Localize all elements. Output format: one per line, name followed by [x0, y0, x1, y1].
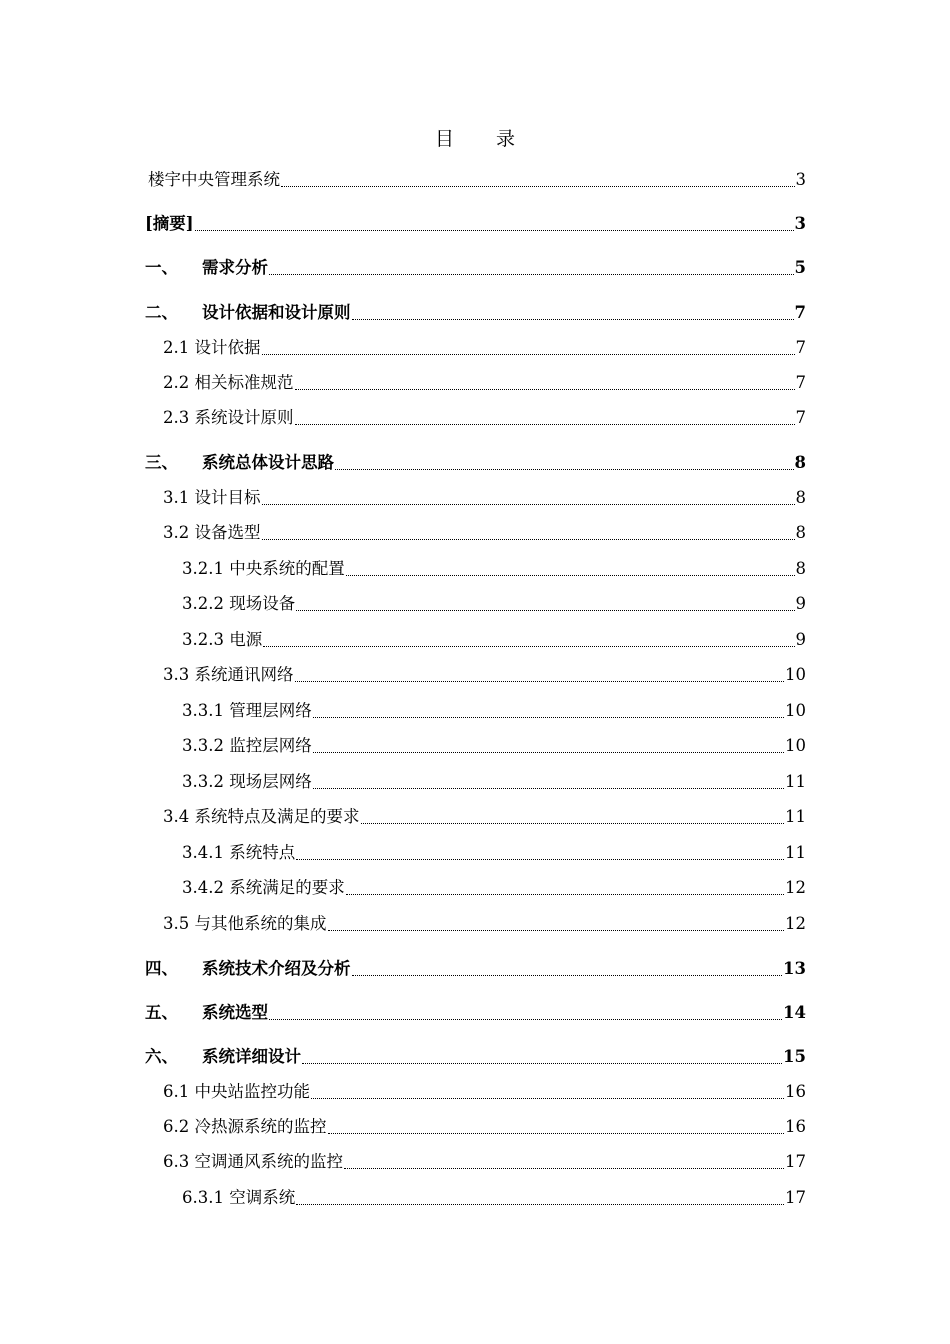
toc-entry-page: 9	[795, 594, 806, 613]
dot-leader	[335, 451, 794, 475]
toc-entry-label: 3.4.1 系统特点	[182, 843, 296, 862]
dot-leader	[352, 957, 783, 981]
toc-entry-chapter-5[interactable]	[145, 1001, 806, 1025]
toc-entry-chapter-3[interactable]	[145, 451, 806, 475]
toc-entry-label: 2.2 相关标准规范	[163, 373, 294, 392]
toc-entry-page: 17	[785, 1188, 806, 1207]
toc-entry-3-2[interactable]	[163, 521, 806, 545]
dot-leader	[263, 628, 794, 652]
toc-entry-6-1[interactable]	[163, 1080, 806, 1104]
toc-entry-chapter-4[interactable]	[145, 957, 806, 981]
toc-entry-label: 3.3.1 管理层网络	[182, 701, 312, 720]
toc-entry-page: 7	[795, 408, 806, 427]
toc-entry-page: 11	[785, 772, 806, 791]
toc-entry-page: 8	[794, 453, 806, 472]
dot-leader	[313, 699, 784, 723]
toc-entry-2-1[interactable]	[163, 336, 806, 360]
dot-leader	[269, 256, 794, 280]
toc-entry-2-2[interactable]	[163, 371, 806, 395]
toc-entry-label: 系统总体设计思路	[202, 453, 334, 472]
toc-entry-6-2[interactable]	[163, 1115, 806, 1139]
toc-entry-3-2-3[interactable]	[182, 628, 806, 652]
toc-entry-chapter-1[interactable]	[145, 256, 806, 280]
toc-entry-label: 3.3 系统通讯网络	[163, 665, 294, 684]
toc-entry-6-3[interactable]	[163, 1150, 806, 1174]
toc-entry-page: 14	[783, 1003, 806, 1022]
toc-entry-page: 12	[785, 914, 806, 933]
toc-entry-page: 11	[785, 807, 806, 826]
toc-title: 目 录	[434, 128, 534, 150]
dot-leader	[313, 770, 784, 794]
toc-entry-label: 6.3.1 空调系统	[182, 1188, 296, 1207]
dot-leader	[328, 912, 785, 936]
dot-leader	[281, 168, 795, 192]
toc-entry-page: 13	[783, 959, 806, 978]
toc-entry-number: 五、	[145, 1003, 178, 1022]
toc-entry-page: 10	[785, 701, 806, 720]
toc-entry-label: 3.2 设备选型	[163, 523, 261, 542]
toc-entry-3-5[interactable]	[163, 912, 806, 936]
toc-entry-3-4-2[interactable]	[182, 876, 806, 900]
dot-leader	[313, 734, 784, 758]
dot-leader	[311, 1080, 784, 1104]
toc-entry-label: 需求分析	[202, 258, 268, 277]
dot-leader	[295, 663, 785, 687]
toc-entry-page: 11	[785, 843, 806, 862]
toc-entry-page: 9	[795, 630, 806, 649]
toc-entry-page: 5	[794, 258, 806, 277]
toc-entry-label: 3.4.2 系统满足的要求	[182, 878, 345, 897]
toc-entry-label: 楼宇中央管理系统	[148, 170, 280, 189]
toc-entry-label: 系统技术介绍及分析	[202, 959, 351, 978]
dot-leader	[295, 406, 795, 430]
toc-entry-number: 四、	[145, 959, 178, 978]
toc-entry-3-3[interactable]	[163, 663, 806, 687]
toc-entry-3-3-2-monitor[interactable]	[182, 734, 806, 758]
toc-entry-3-4[interactable]	[163, 805, 806, 829]
toc-entry-number: 三、	[145, 453, 178, 472]
dot-leader	[346, 876, 784, 900]
toc-entry-page: 8	[795, 523, 806, 542]
dot-leader	[296, 841, 784, 865]
toc-entry-label: 设计依据和设计原则	[202, 303, 351, 322]
toc-entry-6-3-1[interactable]	[182, 1186, 806, 1210]
toc-entry-page: 10	[785, 665, 806, 684]
toc-entry-page: 3	[794, 214, 806, 233]
dot-leader	[262, 336, 795, 360]
toc-entry-label: 6.2 冷热源系统的监控	[163, 1117, 327, 1136]
toc-entry-label: 3.3.2 监控层网络	[182, 736, 312, 755]
toc-entry-3-2-2[interactable]	[182, 592, 806, 616]
dot-leader	[296, 1186, 784, 1210]
dot-leader	[302, 1045, 782, 1069]
toc-entry-label: 2.3 系统设计原则	[163, 408, 294, 427]
toc-entry-page: 16	[785, 1082, 806, 1101]
toc-entry-page: 17	[785, 1152, 806, 1171]
toc-entry-label: 2.1 设计依据	[163, 338, 261, 357]
toc-entry-label: 3.2.2 现场设备	[182, 594, 296, 613]
toc-entry-label: 3.2.3 电源	[182, 630, 263, 649]
toc-entry-chapter-6[interactable]	[145, 1045, 806, 1069]
dot-leader	[344, 1150, 784, 1174]
toc-entry-abstract[interactable]	[145, 212, 806, 236]
toc-entry-label: 6.3 空调通风系统的监控	[163, 1152, 343, 1171]
toc-entry-label: 3.1 设计目标	[163, 488, 261, 507]
toc-entry-label: 3.3.2 现场层网络	[182, 772, 312, 791]
toc-entry-3-4-1[interactable]	[182, 841, 806, 865]
toc-entry-label: 3.4 系统特点及满足的要求	[163, 807, 360, 826]
toc-entry-label: 6.1 中央站监控功能	[163, 1082, 310, 1101]
toc-entry-label: 3.2.1 中央系统的配置	[182, 559, 345, 578]
toc-entry-3-3-1[interactable]	[182, 699, 806, 723]
dot-leader	[328, 1115, 785, 1139]
toc-entry-page: 7	[795, 373, 806, 392]
toc-entry-label: 系统选型	[202, 1003, 268, 1022]
toc-entry-number: 六、	[145, 1047, 178, 1066]
dot-leader	[361, 805, 785, 829]
dot-leader	[346, 557, 795, 581]
toc-entry-page: 7	[794, 303, 806, 322]
toc-entry-page: 10	[785, 736, 806, 755]
dot-leader	[262, 521, 795, 545]
dot-leader	[269, 1001, 782, 1025]
toc-entry-chapter-2[interactable]	[145, 301, 806, 325]
toc-entry-3-2-1[interactable]	[182, 557, 806, 581]
toc-entry-label: [摘要]	[145, 214, 194, 233]
dot-leader	[295, 371, 795, 395]
toc-entry-page: 15	[783, 1047, 806, 1066]
toc-entry-building-management[interactable]	[148, 168, 806, 192]
toc-entry-label: 3.5 与其他系统的集成	[163, 914, 327, 933]
toc-entry-page: 12	[785, 878, 806, 897]
toc-entry-page: 16	[785, 1117, 806, 1136]
dot-leader	[262, 486, 795, 510]
toc-entry-page: 8	[795, 559, 806, 578]
toc-entry-number: 二、	[145, 303, 178, 322]
toc-entry-3-3-2-field[interactable]	[182, 770, 806, 794]
dot-leader	[352, 301, 794, 325]
dot-leader	[195, 212, 794, 236]
toc-entry-page: 8	[795, 488, 806, 507]
toc-entry-page: 3	[795, 170, 806, 189]
dot-leader	[296, 592, 794, 616]
toc-entry-label: 系统详细设计	[202, 1047, 301, 1066]
toc-entry-page: 7	[795, 338, 806, 357]
toc-entry-2-3[interactable]	[163, 406, 806, 430]
toc-entry-3-1[interactable]	[163, 486, 806, 510]
toc-entry-number: 一、	[145, 258, 178, 277]
